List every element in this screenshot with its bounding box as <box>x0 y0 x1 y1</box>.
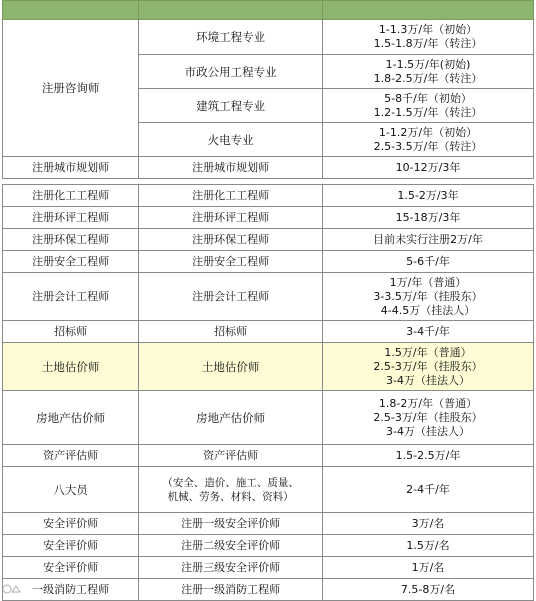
qualification-cell: 注册城市规划师 <box>3 157 139 179</box>
price-cell: 10-12万/3年 <box>323 157 534 179</box>
specialty-cell: （安全、造价、施工、质量、 机械、劳务、材料、资料） <box>139 467 323 513</box>
specialty-cell: 市政公用工程专业 <box>139 55 323 89</box>
specialty-cell: 注册安全工程师 <box>139 251 323 273</box>
table-row <box>3 273 534 321</box>
qualification-cell: 房地产估价师 <box>3 391 139 445</box>
qualification-cell: 安全评价师 <box>3 557 139 579</box>
specialty-cell: 注册城市规划师 <box>139 157 323 179</box>
price-cell: 1.5万/年（普通） 2.5-3万/年（挂股东） 3-4万（挂法人） <box>323 343 534 391</box>
price-cell: 3-4千/年 <box>323 321 534 343</box>
table-row-highlighted <box>3 343 534 391</box>
qualification-cell: 招标师 <box>3 321 139 343</box>
price-cell: 5-8千/年（初始） 1.2-1.5万/年（转注） <box>323 89 534 123</box>
qualification-cell: 注册咨询师 <box>3 20 139 157</box>
qualification-cell: 注册会计工程师 <box>3 273 139 321</box>
price-cell: 1万/名 <box>323 557 534 579</box>
price-cell: 1-1.3万/年（初始） 1.5-1.8万/年（转注） <box>323 20 534 55</box>
price-cell: 1.5-2.5万/年 <box>323 445 534 467</box>
specialty-cell: 注册一级安全评价师 <box>139 513 323 535</box>
table-row <box>3 579 534 601</box>
table-row <box>3 207 534 229</box>
table-row <box>3 321 534 343</box>
qualification-cell: 注册环保工程师 <box>3 229 139 251</box>
qualification-cell: 注册环评工程师 <box>3 207 139 229</box>
table-row <box>3 157 534 179</box>
price-cell: 1.8-2万/年（普通） 2.5-3万/年（挂股东） 3-4万（挂法人） <box>323 391 534 445</box>
table-row <box>3 229 534 251</box>
specialty-cell: 招标师 <box>139 321 323 343</box>
specialty-cell: 注册化工工程师 <box>139 185 323 207</box>
table-row <box>3 535 534 557</box>
watermark-logo-icon <box>2 583 26 595</box>
price-cell: 1-1.5万/年(初始) 1.8-2.5万/年（转注） <box>323 55 534 89</box>
qualification-cell: 土地估价师 <box>3 343 139 391</box>
price-cell: 7.5-8万/名 <box>323 579 534 601</box>
qualification-cell: 注册安全工程师 <box>3 251 139 273</box>
table-row <box>3 445 534 467</box>
header-cell <box>139 1 323 20</box>
table-row <box>3 185 534 207</box>
price-cell: 2-4千/年 <box>323 467 534 513</box>
price-cell: 1.5-2万/3年 <box>323 185 534 207</box>
price-cell: 5-6千/年 <box>323 251 534 273</box>
price-cell: 15-18万/3年 <box>323 207 534 229</box>
qualification-cell: 一级消防工程师 <box>3 579 139 601</box>
specialty-cell: 注册三级安全评价师 <box>139 557 323 579</box>
qualification-cell: 八大员 <box>3 467 139 513</box>
table-row <box>3 391 534 445</box>
specialty-cell: 注册环保工程师 <box>139 229 323 251</box>
table-row <box>3 557 534 579</box>
price-cell: 目前未实行注册2万/年 <box>323 229 534 251</box>
specialty-cell: 土地估价师 <box>139 343 323 391</box>
salary-table <box>2 0 534 601</box>
qualification-cell: 安全评价师 <box>3 513 139 535</box>
header-cell <box>3 1 139 20</box>
specialty-cell: 环境工程专业 <box>139 20 323 55</box>
price-cell: 1-1.2万/年（初始） 2.5-3.5万/年（转注） <box>323 123 534 157</box>
price-cell: 1万/年（普通） 3-3.5万/年（挂股东） 4-4.5万（挂法人） <box>323 273 534 321</box>
price-cell: 3万/名 <box>323 513 534 535</box>
specialty-cell: 注册一级消防工程师 <box>139 579 323 601</box>
specialty-cell: 注册二级安全评价师 <box>139 535 323 557</box>
table-row <box>3 513 534 535</box>
table-row <box>3 251 534 273</box>
specialty-cell: 注册会计工程师 <box>139 273 323 321</box>
table-row <box>3 20 534 55</box>
qualification-cell: 资产评估师 <box>3 445 139 467</box>
qualification-cell: 注册化工工程师 <box>3 185 139 207</box>
qualification-cell: 安全评价师 <box>3 535 139 557</box>
specialty-cell: 建筑工程专业 <box>139 89 323 123</box>
price-cell: 1.5万/名 <box>323 535 534 557</box>
table-header-row <box>3 1 534 20</box>
specialty-cell: 火电专业 <box>139 123 323 157</box>
header-cell <box>323 1 534 20</box>
specialty-cell: 资产评估师 <box>139 445 323 467</box>
specialty-cell: 注册环评工程师 <box>139 207 323 229</box>
table-row <box>3 467 534 513</box>
specialty-cell: 房地产估价师 <box>139 391 323 445</box>
